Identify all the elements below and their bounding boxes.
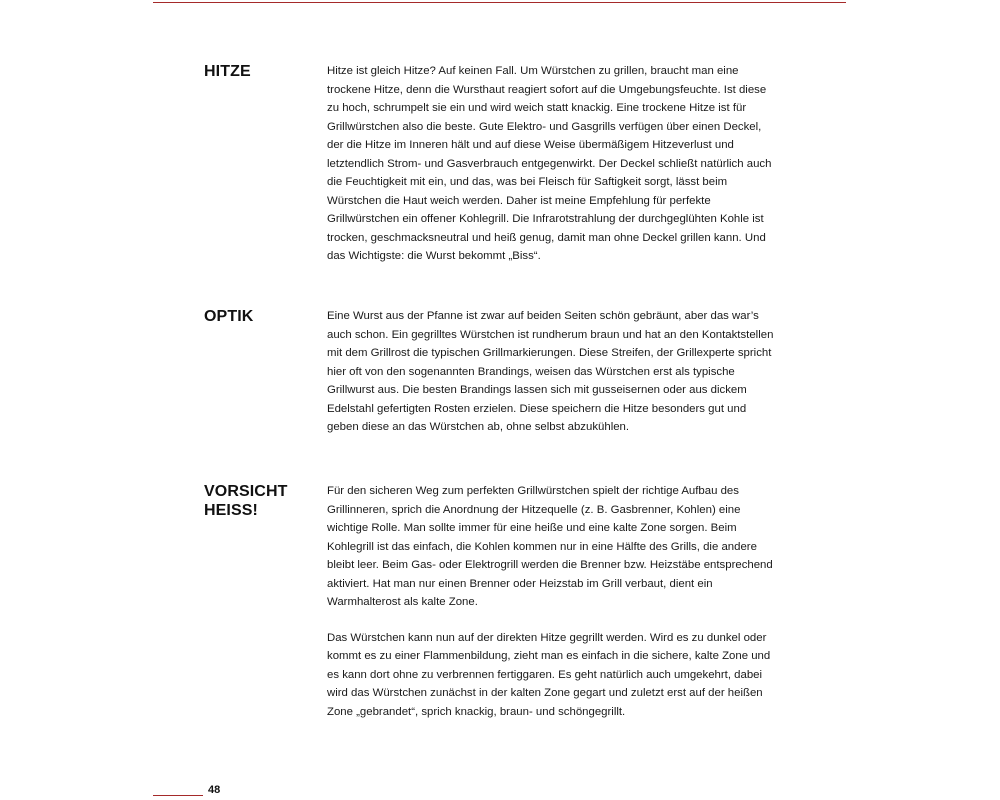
page-number: 48: [208, 784, 221, 796]
paragraph: Für den sicheren Weg zum perfekten Grillwürstchen spielt der richtige Aufbau des Grillinneren, sprich die Anordnung der Hitzequelle (z. B. Gasbrenner, Kohlen) eine wichtige Rolle. Man sollte immer für eine heiße und eine kalte Zone sorgen. Beim Kohlegrill ist das einfach, die Kohlen kommen nur in eine Hälfte des Grills, die andere bleibt leer. Beim Gas- oder Elektrogrill werden die Brenner bzw. Heizstäbe entsprechend aktiviert. Hat man nur einen Brenner oder Heizstab im Grill verbaut, dient ein Warmhalterost als kalte Zone.: [327, 485, 773, 608]
section-body: [327, 307, 777, 454]
section-body: [327, 62, 777, 283]
paragraph: Eine Wurst aus der Pfanne ist zwar auf beiden Seiten schön gebräunt, aber das war’s auch schon. Ein gegrilltes Würstchen ist rundherum braun und hat an den Kontaktstellen mit dem Grillrost die typischen Grillmarkierungen. Diese Streifen, der Grillexperte spricht hier oft von den sogenannten Brandings, weisen das Würstchen erst als typische Grillwurst aus. Die besten Brandings lassen sich mit gusseisernen oder aus dickem Edelstahl gefertigten Rosten erzielen. Diese speichern die Hitze besonders gut und geben diese an das Würstchen ab, ohne selbst abzukühlen.: [327, 310, 774, 433]
section-title: OPTIK: [204, 308, 254, 325]
paragraph: Das Würstchen kann nun auf der direkten Hitze gegrillt werden. Wird es zu dunkel oder kommt es zu einer Flammenbildung, zieht man es einfach in die sichere, kalte Zone und es kann dort ohne zu verbrennen fertiggaren. Es geht natürlich auch umgekehrt, dabei wird das Würstchen zunächst in der kalten Zone gegart und zuletzt erst auf der heißen Zone „gebrandet“, sprich knackig, braun- und schöngegrillt.: [327, 631, 771, 718]
section-title: HITZE: [204, 63, 251, 80]
top-rule: [153, 2, 846, 3]
paragraph: Hitze ist gleich Hitze? Auf keinen Fall. Um Würstchen zu grillen, braucht man eine trockene Hitze, denn die Wursthaut reagiert sofort auf die Umgebungsfeuchte. Ist diese zu hoch, schrumpelt sie ein und wird weich statt knackig. Eine trockene Hitze ist für Grillwürstchen also die beste. Gute Elektro- und Gasgrills verfügen über einen Deckel, der die Hitze im Inneren hält und auf diese Weise übermäßigem Hitzeverlust und letztendlich Strom- und Gasverbrauch entgegenwirkt. Der Deckel schließt natürlich auch die Feuchtigkeit mit ein, und das, was bei Fleisch für Saftigkeit sorgt, lässt beim Würstchen die Haut weich werden. Daher ist meine Empfehlung für perfekte Grillwürstchen ein offener Kohlegrill. Die Infrarotstrahlung der durchgeglühten Kohle ist trocken, geschmacksneutral und heiß genug, damit man ohne Deckel grillen kann. Und das Wichtigste: die Wurst bekommt „Biss“.: [327, 65, 772, 262]
section-title: VORSICHT HEISS!: [204, 483, 288, 519]
section-body: [327, 482, 777, 738]
footer-rule: [153, 795, 203, 796]
